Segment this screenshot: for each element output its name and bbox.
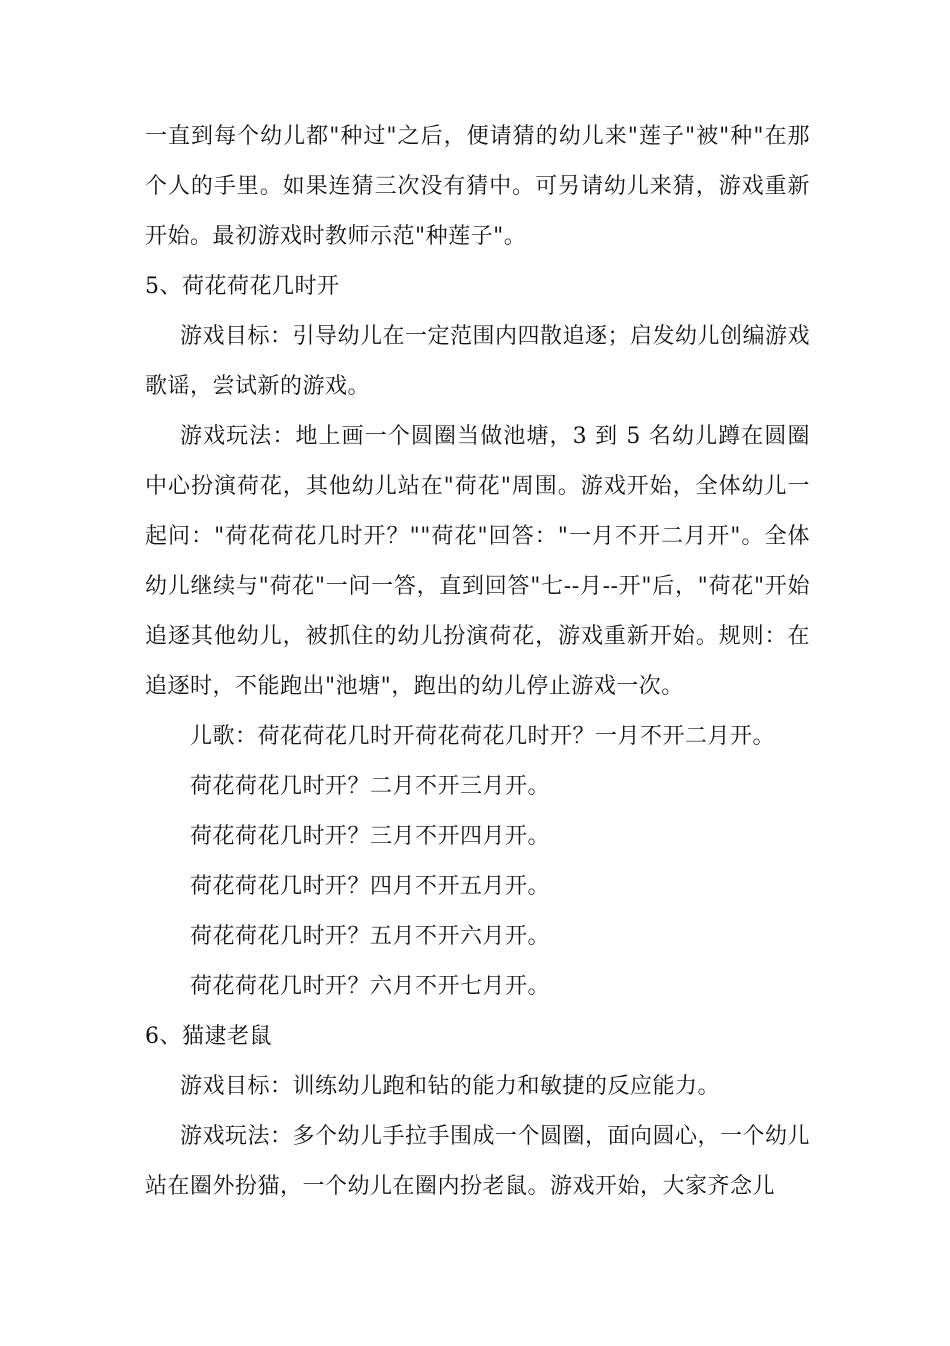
rhyme-line: 儿歌：荷花荷花几时开荷花荷花几时开？一月不开二月开。 xyxy=(190,724,776,749)
section-6-title: 6、猫逮老鼠 xyxy=(145,1024,272,1049)
section-5-goal: 游戏目标：引导幼儿在一定范围内四散追逐；启发幼儿创编游戏歌谣，尝试新的游戏。 xyxy=(145,324,811,399)
rhyme-line: 荷花荷花几时开？五月不开六月开。 xyxy=(190,924,551,949)
nursery-rhyme xyxy=(145,712,810,1012)
section-5-title: 5、荷花荷花几时开 xyxy=(145,274,340,299)
intro-paragraph: 一直到每个幼儿都"种过"之后，便请猜的幼儿来"莲子"被"种"在那个人的手里。如果连猜三次没有猜中。可另请幼儿来猜，游戏重新开始。最初游戏时教师示范"种莲子"。 xyxy=(145,124,810,249)
rhyme-line: 荷花荷花几时开？二月不开三月开。 xyxy=(190,774,551,799)
rhyme-line: 荷花荷花几时开？六月不开七月开。 xyxy=(190,974,551,999)
section-5-play: 游戏玩法：地上画一个圆圈当做池塘，3 到 5 名幼儿蹲在圆圈中心扮演荷花，其他幼儿站在"荷花"周围。游戏开始，全体幼儿一起问："荷花荷花几时开？""荷花"回答："一月不开二月开"。全体幼儿继续与"荷花"一问一答，直到回答"七--月--开"后，"荷花"开始追逐其他幼儿，被抓住的幼儿扮演荷花，游戏重新开始。规则：在追逐时，不能跑出"池塘"，跑出的幼儿停止游戏一次。 xyxy=(145,424,810,699)
document-body xyxy=(145,112,810,1212)
rhyme-line: 荷花荷花几时开？四月不开五月开。 xyxy=(190,874,551,899)
section-6-play: 游戏玩法：多个幼儿手拉手围成一个圆圈，面向圆心，一个幼儿站在圈外扮猫，一个幼儿在圈内扮老鼠。游戏开始，大家齐念儿 xyxy=(145,1124,811,1199)
rhyme-line: 荷花荷花几时开？三月不开四月开。 xyxy=(190,824,551,849)
section-6-goal: 游戏目标：训练幼儿跑和钻的能力和敏捷的反应能力。 xyxy=(180,1074,721,1099)
